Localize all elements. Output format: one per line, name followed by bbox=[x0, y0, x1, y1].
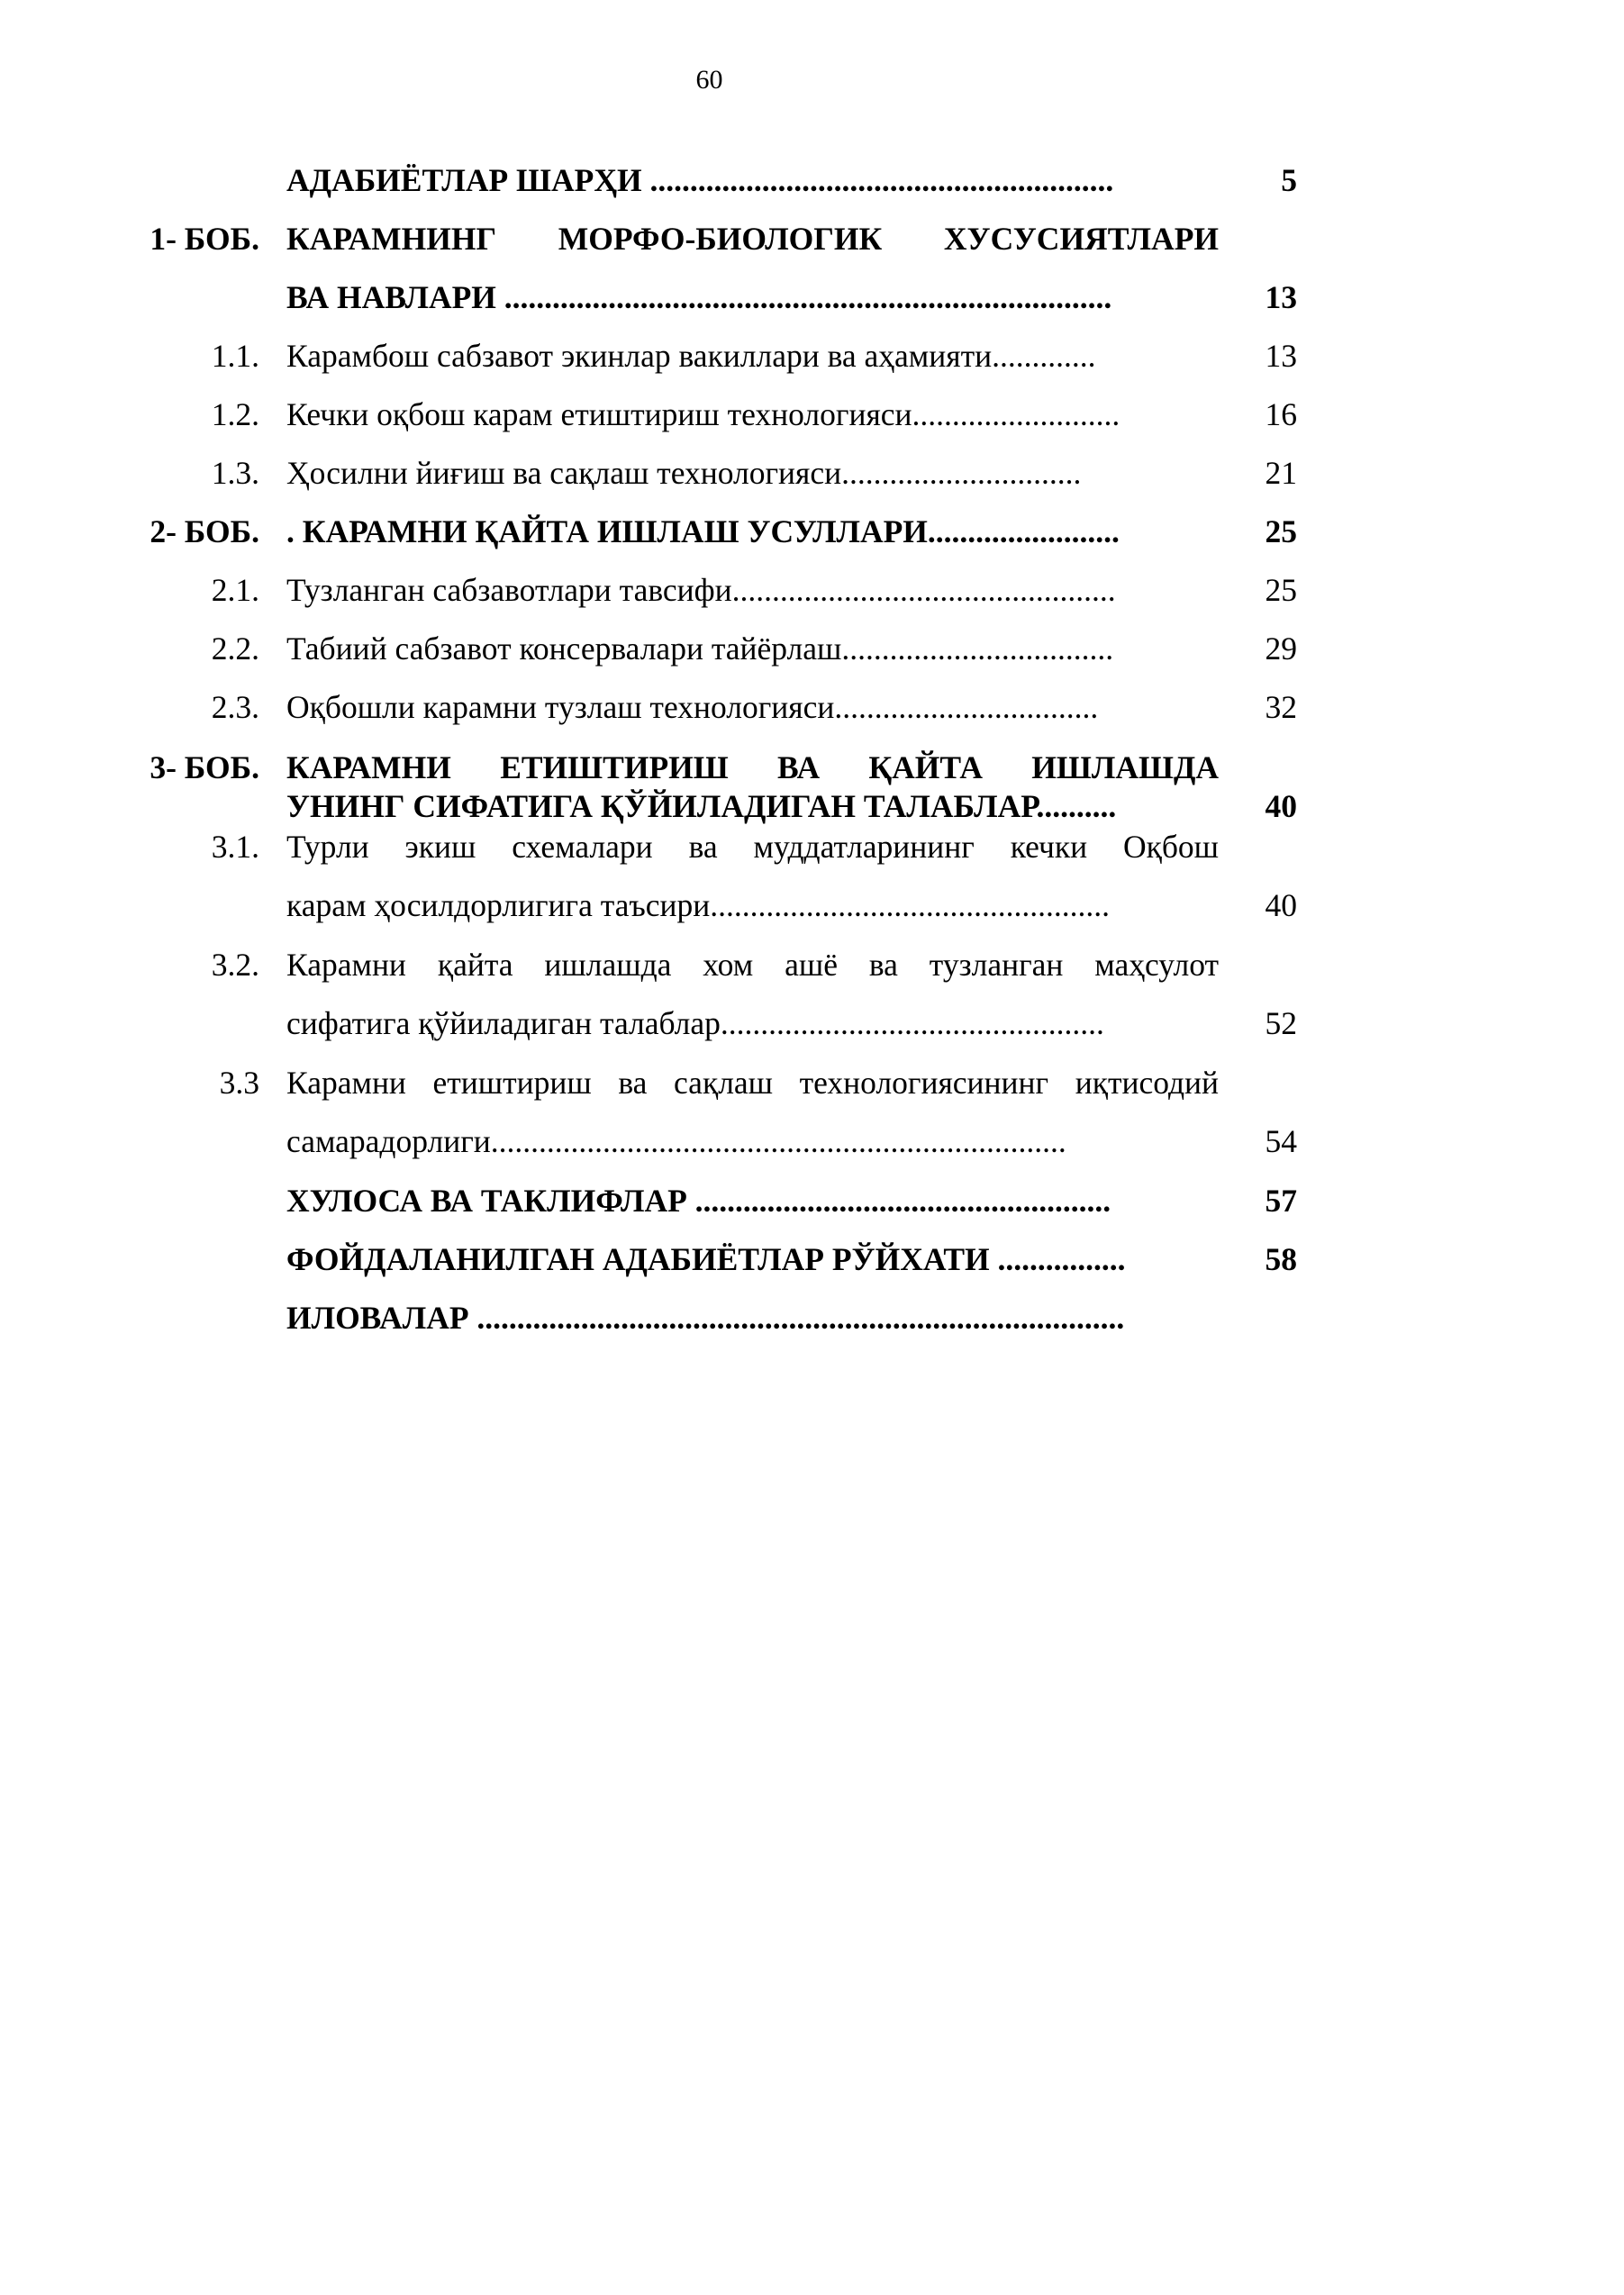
toc-entry-page: 13 bbox=[1265, 279, 1297, 315]
toc-entry-title: Табиий сабзавот консервалари тайёрлаш.................................. bbox=[286, 630, 1114, 667]
toc-entry-number: 3.2. bbox=[211, 947, 259, 983]
toc-entry-title: Карамни қайта ишлашда хом ашё ва тузланган маҳсулот bbox=[286, 947, 1219, 983]
toc-entry-number: 1.2. bbox=[211, 396, 259, 432]
toc-entry-line bbox=[0, 883, 1624, 928]
toc-entry-line bbox=[0, 392, 1624, 437]
toc-entry-line bbox=[0, 509, 1624, 554]
toc-entry-title: ХУЛОСА ВА ТАКЛИФЛАР .................................................... bbox=[286, 1183, 1111, 1219]
page-number: 60 bbox=[695, 65, 723, 95]
toc-entry-title: сифатига қўйиладиган талаблар................................................ bbox=[286, 1005, 1104, 1041]
toc-entry-page: 25 bbox=[1265, 513, 1297, 549]
toc-entry-page: 40 bbox=[1265, 788, 1297, 824]
toc-entry-title: Кечки оқбош карам етиштириш технологияси.......................... bbox=[286, 396, 1120, 432]
toc-entry-page: 32 bbox=[1265, 689, 1297, 725]
toc-entry-title: ВА НАВЛАРИ ............................................................................ bbox=[286, 279, 1112, 315]
toc-entry-number: 3.1. bbox=[211, 829, 259, 865]
toc-entry-line bbox=[0, 1119, 1624, 1164]
toc-entry-line bbox=[0, 824, 1624, 869]
toc-entry-title: УНИНГ СИФАТИГА ҚЎЙИЛАДИГАН ТАЛАБЛАР.......... bbox=[286, 788, 1117, 824]
toc-entry-title: Турли экиш схемалари ва муддатларининг кечки Оқбош bbox=[286, 829, 1219, 865]
toc-entry-number: 2.2. bbox=[211, 630, 259, 667]
toc-entry-number: 2- БОБ. bbox=[150, 513, 259, 549]
toc-entry-title: ИЛОВАЛАР ................................................................................. bbox=[286, 1300, 1125, 1336]
toc-entry-title: Тузланган сабзавотлари тавсифи................................................ bbox=[286, 572, 1116, 608]
toc-entry-title: . КАРАМНИ ҚАЙТА ИШЛАШ УСУЛЛАРИ........................ bbox=[286, 513, 1120, 549]
toc-entry-number: 3- БОБ. bbox=[150, 749, 259, 785]
toc-entry-title: КАРАМНИ ЕТИШТИРИШ ВА ҚАЙТА ИШЛАШДА bbox=[286, 749, 1219, 785]
toc-entry-title: АДАБИЁТЛАР ШАРҲИ .......................................................... bbox=[286, 162, 1114, 198]
toc-entry-title: ФОЙДАЛАНИЛГАН АДАБИЁТЛАР РЎЙХАТИ ................ bbox=[286, 1241, 1126, 1277]
toc-entry-title: Ҳосилни йиғиш ва сақлаш технологияси.............................. bbox=[286, 455, 1082, 491]
toc-entry-page: 29 bbox=[1265, 630, 1297, 667]
toc-entry-page: 54 bbox=[1265, 1123, 1297, 1159]
toc-entry-page: 58 bbox=[1265, 1241, 1297, 1277]
toc-entry-page: 16 bbox=[1265, 396, 1297, 432]
toc-entry-page: 25 bbox=[1265, 572, 1297, 608]
toc-entry-page: 5 bbox=[1281, 162, 1297, 198]
toc-entry-line bbox=[0, 942, 1624, 987]
toc-entry-page: 13 bbox=[1265, 338, 1297, 374]
toc-entry-number: 1.3. bbox=[211, 455, 259, 491]
toc-entry-line bbox=[0, 1237, 1624, 1282]
toc-entry-line bbox=[0, 1178, 1624, 1223]
toc-entry-page: 21 bbox=[1265, 455, 1297, 491]
toc-entry-number: 2.3. bbox=[211, 689, 259, 725]
toc-entry-page: 57 bbox=[1265, 1183, 1297, 1219]
toc-entry-line bbox=[0, 1060, 1624, 1105]
toc-entry-line bbox=[0, 1295, 1624, 1340]
toc-entry-line bbox=[0, 216, 1624, 261]
toc-entry-title: карам ҳосилдорлигига таъсири.................................................. bbox=[286, 887, 1111, 923]
toc-entry-line bbox=[0, 685, 1624, 730]
toc-entry-page: 52 bbox=[1265, 1005, 1297, 1041]
toc-entry-line bbox=[0, 626, 1624, 671]
toc-entry-title: Карамни етиштириш ва сақлаш технологиясининг иқтисодий bbox=[286, 1065, 1219, 1101]
toc-entry-number: 1.1. bbox=[211, 338, 259, 374]
toc-entry-line bbox=[0, 158, 1624, 203]
toc-entry-line bbox=[0, 784, 1624, 829]
toc-entry-line bbox=[0, 333, 1624, 378]
toc-entry-title: самарадорлиги........................................................................ bbox=[286, 1123, 1066, 1159]
toc-entry-line bbox=[0, 450, 1624, 495]
toc-entry-number: 1- БОБ. bbox=[150, 221, 259, 257]
toc-entry-page: 40 bbox=[1265, 887, 1297, 923]
toc-entry-title: Оқбошли карамни тузлаш технологияси................................. bbox=[286, 689, 1099, 725]
toc-entry-number: 2.1. bbox=[211, 572, 259, 608]
toc-entry-number: 3.3 bbox=[219, 1065, 259, 1101]
toc-entry-title: Карамбош сабзавот экинлар вакиллари ва аҳамияти............. bbox=[286, 338, 1096, 374]
toc-entry-line bbox=[0, 275, 1624, 320]
toc-entry-line bbox=[0, 1001, 1624, 1046]
toc-entry-line bbox=[0, 567, 1624, 612]
toc-entry-title: КАРАМНИНГ МОРФО-БИОЛОГИК ХУСУСИЯТЛАРИ bbox=[286, 221, 1219, 257]
